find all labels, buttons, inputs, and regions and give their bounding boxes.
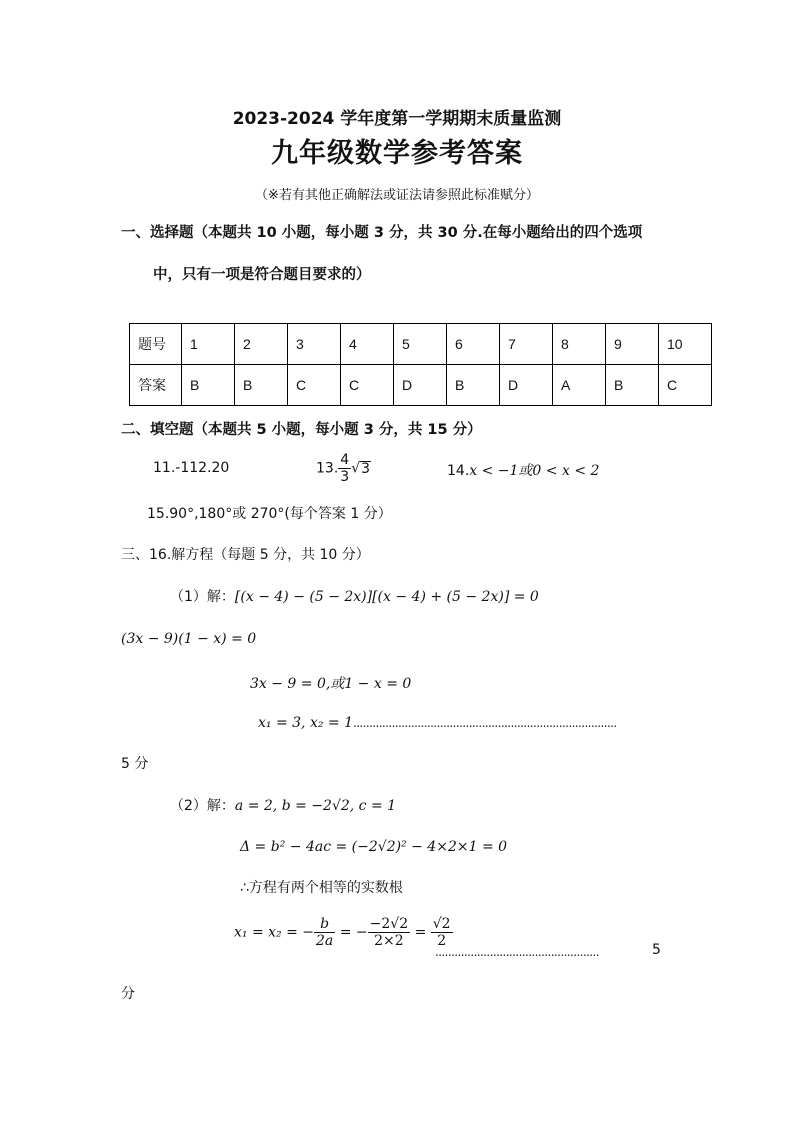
denominator: 3 <box>340 469 350 485</box>
table-cell: B <box>235 365 288 406</box>
answer-table <box>129 323 712 406</box>
section1-heading-line1: 一、选择题（本题共 10 小题，每小题 3 分，共 30 分.在每小题给出的四个选项 <box>121 225 643 241</box>
table-cell: 5 <box>394 324 447 365</box>
part1-line3: 3x − 9 = 0,或1 − x = 0 <box>250 676 412 692</box>
part1-result <box>258 712 617 731</box>
part2-score-number: 5 <box>652 942 661 958</box>
answer-14-prefix: 14. <box>447 463 470 479</box>
table-cell: D <box>500 365 553 406</box>
table-cell: A <box>553 365 606 406</box>
exam-title: 2023-2024 学年度第一学期期末质量监测 <box>232 109 562 129</box>
table-cell: 9 <box>606 324 659 365</box>
table-cell: C <box>288 365 341 406</box>
table-cell: 2 <box>235 324 288 365</box>
part2-mid: = − <box>335 924 368 941</box>
table-cell: B <box>182 365 235 406</box>
part2-lhs: x₁ = x₂ = − <box>234 924 315 941</box>
part1-solution <box>170 586 539 606</box>
row-label-answer: 答案 <box>130 365 182 406</box>
part2-score-unit: 分 <box>121 986 135 1002</box>
part2-root-formula <box>234 916 453 949</box>
answer-13-prefix: 13. <box>316 460 339 477</box>
table-cell: C <box>659 365 712 406</box>
part2-line1: a = 2, b = −2√2, c = 1 <box>234 798 397 814</box>
part1-line1: [(x − 4) − (5 − 2x)][(x − 4) + (5 − 2x)] = 0 <box>234 589 539 605</box>
section1-heading-line2: 中，只有一项是符合题目要求的） <box>153 267 371 283</box>
row-label-number: 题号 <box>130 324 182 365</box>
table-cell: 6 <box>447 324 500 365</box>
numerator: 4 <box>340 452 350 468</box>
table-row-answers <box>130 365 712 406</box>
table-cell: B <box>447 365 500 406</box>
table-cell: 7 <box>500 324 553 365</box>
part2-solution <box>170 795 396 815</box>
fraction <box>314 916 335 949</box>
table-cell: 10 <box>659 324 712 365</box>
section3-heading: 三、16.解方程（每题 5 分，共 10 分） <box>121 547 370 563</box>
radicand: 3 <box>361 461 371 477</box>
part2-line3: ∴方程有两个相等的实数根 <box>240 880 403 896</box>
numerator: √2 <box>432 916 451 932</box>
answer-13: 13. $\frac{4}{3}$ √3 <box>316 452 371 485</box>
numerator: b <box>314 916 335 933</box>
table-cell: 1 <box>182 324 235 365</box>
grading-note: （※若有其他正确解法或证法请参照此标准赋分） <box>255 188 539 203</box>
denominator: 2 <box>437 933 447 949</box>
part1-score: 5 分 <box>121 756 149 772</box>
part2-label: （2）解： <box>170 798 235 814</box>
table-cell: 8 <box>553 324 606 365</box>
part2-eq: = <box>410 924 431 941</box>
part1-line2: (3x − 9)(1 − x) = 0 <box>121 631 257 647</box>
answer-14 <box>447 460 599 480</box>
part2-line2: Δ = b² − 4ac = (−2√2)² − 4×2×1 = 0 <box>240 839 508 855</box>
table-cell: 4 <box>341 324 394 365</box>
answer-key-title: 九年级数学参考答案 <box>271 138 523 169</box>
answer-14-expr: x < −1或0 < x < 2 <box>469 463 600 479</box>
table-row-numbers <box>130 324 712 365</box>
answer-15: 15.90°,180°或 270°(每个答案 1 分） <box>147 506 392 522</box>
leader-dots: ................................................... <box>435 945 599 959</box>
table-cell: C <box>341 365 394 406</box>
numerator: −2√2 <box>369 916 409 932</box>
answer-11-12: 11.-112.20 <box>153 460 230 476</box>
part1-line4: x₁ = 3, x₂ = 1 <box>258 715 353 731</box>
denominator: 2×2 <box>374 933 404 949</box>
table-cell: 3 <box>288 324 341 365</box>
fraction <box>338 452 351 485</box>
leader-dots: .................................................................................. <box>353 716 617 730</box>
denominator: 2a <box>316 933 334 949</box>
table-cell: B <box>606 365 659 406</box>
part1-label: （1）解： <box>170 589 235 605</box>
fraction <box>368 916 410 949</box>
table-cell: D <box>394 365 447 406</box>
section2-heading: 二、填空题（本题共 5 小题，每小题 3 分，共 15 分） <box>121 422 482 438</box>
